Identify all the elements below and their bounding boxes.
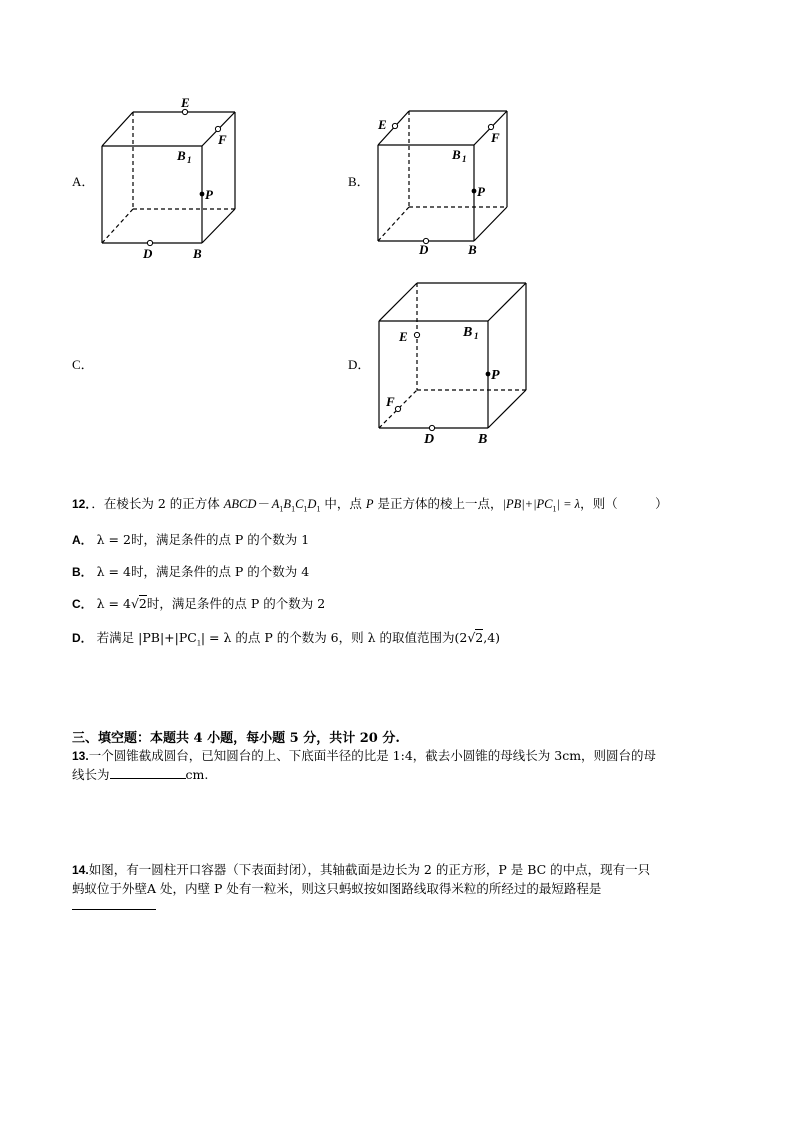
sqrt-symbol: √ [467,630,476,645]
question-text: 线长为 [72,767,110,782]
option-d-label: D． [348,357,371,372]
cube-name-part: C [295,497,304,511]
stem-text: 是正方体的棱上一点， [373,496,503,511]
question-12-stem: 12．．在棱长为 2 的正方体 ABCD－ $A_1B_1C_1D_1$ 中，点 P 是正方体的棱上一点，$|PB|+|PC_1| = \lambda$，则（ ） [72,496,668,514]
option-text: 若满足 |PB|+|PC [96,630,197,645]
label-b: B [193,246,202,261]
label-b1: B [452,147,461,162]
label-f: F [491,130,500,145]
label-f: F [218,132,227,147]
cube-figure-d [370,275,540,455]
distance-expression: |PB|+|PC [502,497,553,511]
cube-name: ABCD [223,497,257,511]
question-text: 如图，有一圆柱开口容器（下表面封闭），其轴截面是边长为 2 的正方形，P 是 BC 的中点，现有一只 [88,862,651,877]
label-p: P [205,187,213,202]
option-letter: D． [72,631,93,645]
question-12-option-b [72,562,309,580]
label-e: E [181,95,190,110]
option-letter: B． [72,565,93,579]
question-text: cm. [185,767,209,782]
option-text: λ = 4 [96,596,131,611]
question-14-line-2: 蚂蚁位于外壁A 处，内壁 P 处有一粒米，则这只蚂蚁按如图路线取得米粒的所经过的最短路程是 [72,881,602,896]
option-text: 时，满足条件的点 P 的个数为 2 [146,596,326,611]
option-letter: C． [72,597,93,611]
sqrt-value: 2 [138,596,147,611]
label-b1: B [463,325,473,340]
cube-name-part: B [283,497,292,511]
section-heading: 三、填空题：本题共 4 小题，每小题 5 分，共计 20 分. [72,731,400,746]
question-12-option-c [72,594,325,612]
question-13-line-1 [72,746,656,764]
cube-name-part: D [307,497,317,511]
option-text: λ = 2时，满足条件的点 P 的个数为 1 [96,532,310,547]
point-p: P [365,497,374,511]
answer-blank[interactable] [110,766,186,779]
cube-figure-b [370,95,530,265]
stem-text: ．在棱长为 2 的正方体 [91,496,224,511]
label-f: F [386,394,395,409]
option-letter: A． [72,533,93,547]
option-text: | = λ 的点 P 的个数为 6，则 λ 的取值范围为(2 [200,630,468,645]
option-c-label: C． [72,357,94,372]
question-14-line-1 [72,860,650,878]
label-d: D [424,432,435,447]
label-d: D [143,246,153,261]
option-text: ,4) [483,630,501,645]
question-text: 一个圆锥截成圆台，已知圆台的上、下底面半径的比是 1:4，截去小圆锥的母线长为 3cm，则圆台的母 [88,748,657,763]
label-b: B [468,242,477,257]
label-b1-sub: 1 [462,154,467,164]
question-number: 13. [72,749,89,763]
label-e: E [378,117,387,132]
question-13-line-2 [72,765,208,783]
cube-name-part: － A [256,497,280,511]
label-p: P [491,368,500,383]
label-e: E [399,329,408,344]
label-b1-sub: 1 [187,155,192,165]
stem-text: 中，点 [320,496,366,511]
question-12-option-d: D． 若满足 $|PB|+|PC_1| = \lambda$ 的点 P 的个数为 6，则 λ 的取值范围为(2√2,4) [72,630,501,648]
label-b1: B [177,148,186,163]
distance-expression: | = λ [556,497,581,511]
label-p: P [477,184,485,199]
question-12-option-a [72,530,309,548]
stem-text: ，则（ ） [580,496,668,511]
label-b: B [478,432,488,447]
sqrt-value: 2 [475,630,484,645]
label-b1-sub: 1 [474,331,479,341]
cube-figure-a [95,92,255,262]
question-number: 14. [72,863,89,877]
label-d: D [419,242,429,257]
option-b-label: B． [348,174,370,189]
sqrt-symbol: √ [130,596,139,611]
option-text: λ = 4时，满足条件的点 P 的个数为 4 [96,564,310,579]
answer-blank[interactable] [72,909,156,910]
question-number: 12． [72,497,92,511]
option-a-label: A． [72,174,95,189]
